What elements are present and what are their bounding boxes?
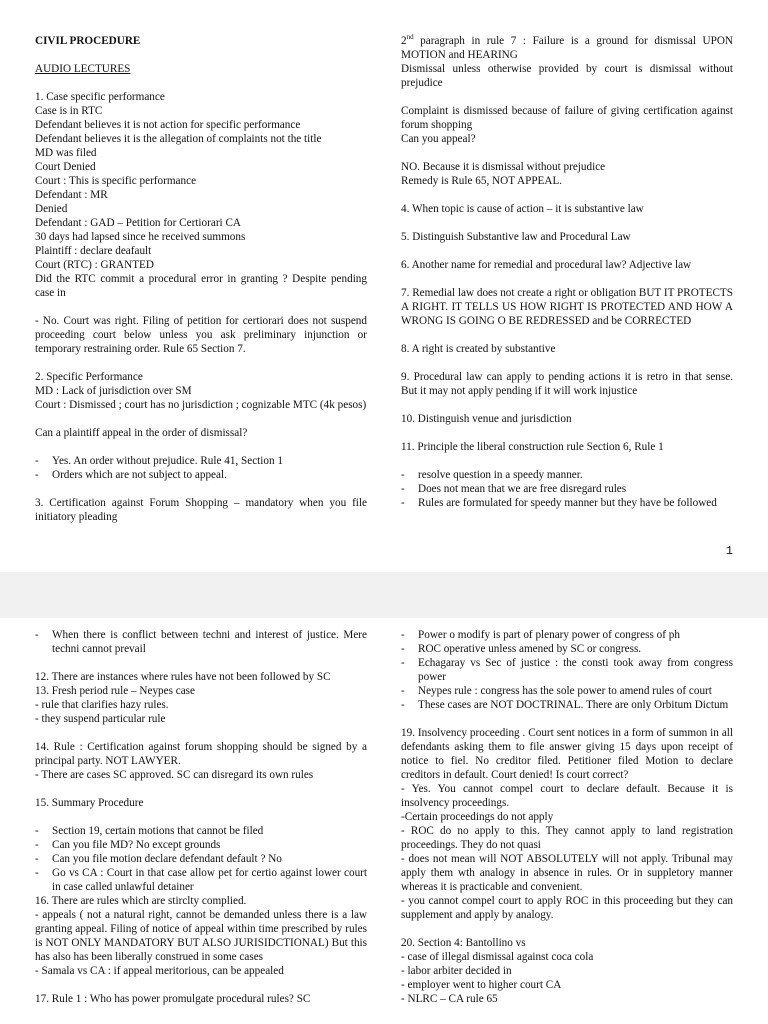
text-line: Plaintiff : declare deafault [35,245,152,257]
page-separator [0,572,768,618]
page2-right-column [401,628,733,1020]
document-title: CIVIL PROCEDURE [35,35,141,47]
paragraph-item-5: 5. Distinguish Substantive law and Procedural Law [401,231,631,243]
text-line: - NLRC – CA rule 65 [401,993,498,1005]
text-line: Did the RTC commit a procedural error in granting ? Despite pending case in [35,273,367,299]
text-line: -Certain proceedings do not apply [401,811,554,823]
paragraph-no-appeal [401,160,733,188]
text-line: - rule that clarifies hazy rules. [35,699,169,711]
paragraph-certification: 3. Certification against Forum Shopping – mandatory when you file initiatory pleading [35,497,367,523]
text-line: MD was filed [35,147,97,159]
text-line: 19. Insolvency proceeding . Court sent notices in a form of summon in all defendants asking them to file answer giving 15 days upon receipt of notice to fiel. No creditor filed. Petitioner filed Motion to declare creditors in default. Court denied! Is court correct? [401,727,733,781]
text-fragment: 2 [401,35,407,47]
page1-right-column [401,34,733,524]
paragraph-rule7 [401,34,733,90]
text-line: Defendant : GAD – Petition for Certiorari CA [35,217,241,229]
document-page-2 [0,618,768,1024]
text-line: - There are cases SC approved. SC can disregard its own rules [35,769,314,781]
paragraph-specific-performance [35,370,367,412]
text-line: NO. Because it is dismissal without prejudice [401,161,606,173]
text-fragment: paragraph in rule 7 : Failure is a ground for dismissal UPON MOTION and HEARING [401,35,733,61]
text-line: Remedy is Rule 65, NOT APPEAL. [401,175,563,187]
paragraph-appeal-question: Can a plaintiff appeal in the order of dismissal? [35,427,248,439]
text-line: Court Denied [35,161,96,173]
text-line: 14. Rule : Certification against forum shopping should be signed by a principal party. NOT LAWYER. [35,741,367,767]
superscript: nd [406,33,414,41]
text-line: - ROC do no apply to this. They cannot apply to land registration proceedings. They do not quasi [401,825,733,851]
item-11-bullet-list [401,468,733,510]
text-line: Denied [35,203,68,215]
text-line: 2. Specific Performance [35,371,143,383]
list-item: - Rules are formulated for speedy manner but they have be followed [401,496,733,510]
text-line: Court : Dismissed ; court has no jurisdiction ; cognizable MTC (4k pesos) [35,399,367,411]
list-item: - Yes. An order without prejudice. Rule 41, Section 1 [35,454,367,468]
paragraph-complaint-dismissed [401,104,733,146]
text-line: Court (RTC) : GRANTED [35,259,154,271]
paragraph-item-8: 8. A right is created by substantive [401,343,556,355]
list-item: - These cases are NOT DOCTRINAL. There are only Orbitum Dictum [401,698,733,712]
text-line: - Samala vs CA : if appeal meritorious, can be appealed [35,965,284,977]
text-line: - employer went to higher court CA [401,979,562,991]
page2-left-column [35,628,367,1020]
paragraph-item-14 [35,740,367,782]
text-line: - appeals ( not a natural right, cannot be demanded unless there is a law granting appeal. Filing of notice of appeal within time prescribed by rules is NOT ONLY MANDATORY BUT ALSO JURISIDCTIONAL) But this has also has been liberally construed in some cases [35,909,367,963]
list-item: - Echagaray vs Sec of justice : the consti took away from congress power [401,656,733,684]
paragraph-item-19 [401,726,733,922]
text-line: - they suspend particular rule [35,713,166,725]
text-line: - labor arbiter decided in [401,965,512,977]
paragraph-item-16 [35,894,367,978]
page1-left-column [35,34,367,538]
text-line: - Yes. You cannot compel court to declare default. Because it is insolvency proceedings. [401,783,733,809]
list-item: - ROC operative unless amened by SC or congress. [401,642,733,656]
paragraph-item-7: 7. Remedial law does not create a right or obligation BUT IT PROTECTS A RIGHT. IT TELLS US HOW RIGHT IS PROTECTED AND HOW A WRONG IS GOING O BE REDRESSED and be CORRECTED [401,287,733,327]
power-bullet-list [401,628,733,712]
list-item: - resolve question in a speedy manner. [401,468,733,482]
text-line: - you cannot compel court to apply ROC in this proceeding but they can supplement and apply by analogy. [401,895,733,921]
text-line: Defendant believes it is not action for specific performance [35,119,301,131]
text-line: - does not mean will NOT ABSOLUTELY will not apply. Tribunal may apply them wth analogy in absence in rules. Or in suppletory manner whereas it is practicable and convenient. [401,853,733,893]
paragraph-item-11: 11. Principle the liberal construction rule Section 6, Rule 1 [401,441,664,453]
paragraph-item-20 [401,936,733,1006]
text-line: Complaint is dismissed because of failure of giving certification against forum shopping [401,105,733,131]
text-line: MD : Lack of jurisdiction over SM [35,385,192,397]
paragraph-item-10: 10. Distinguish venue and jurisdiction [401,413,572,425]
document-subtitle: AUDIO LECTURES [35,63,131,75]
text-line: Dismissal unless otherwise provided by court is dismissal without prejudice [401,63,733,89]
text-line: Can you appeal? [401,133,476,145]
list-item: - Does not mean that we are free disregard rules [401,482,733,496]
list-item: - Orders which are not subject to appeal. [35,468,367,482]
list-item: - When there is conflict between techni and interest of justice. Mere techni cannot prevail [35,628,367,656]
paragraph-item-9: 9. Procedural law can apply to pending actions it is retro in that sense. But it may not apply pending if it will work injustice [401,371,733,397]
text-line: 16. There are rules which are stirclty complied. [35,895,247,907]
page-number: 1 [725,544,733,558]
text-line: Defendant : MR [35,189,108,201]
paragraph-item-4: 4. When topic is cause of action – it is substantive law [401,203,644,215]
summary-procedure-bullet-list [35,824,367,894]
text-line: Court : This is specific performance [35,175,197,187]
list-item: - Can you file motion declare defendant default ? No [35,852,367,866]
list-item: - Go vs CA : Court in that case allow pet for certio against lower court in case called unlawful detainer [35,866,367,894]
text-line: - case of illegal dismissal against coca cola [401,951,594,963]
text-line: Defendant believes it is the allegation of complaints not the title [35,133,322,145]
paragraph-item-15: 15. Summary Procedure [35,797,144,809]
list-item: - Power o modify is part of plenary power of congress of ph [401,628,733,642]
list-item: - Can you file MD? No except grounds [35,838,367,852]
text-line: 20. Section 4: Bantollino vs [401,937,526,949]
appeal-bullet-list [35,454,367,482]
techni-bullet-list [35,628,367,656]
paragraph-item-6: 6. Another name for remedial and procedural law? Adjective law [401,259,692,271]
paragraph-case-specific [35,90,367,300]
paragraph-no-court: - No. Court was right. Filing of petition for certiorari does not suspend proceeding court below unless you ask preliminary injunction or temporary restraining order. Rule 65 Section 7. [35,315,367,355]
paragraph-item-17: 17. Rule 1 : Who has power promulgate procedural rules? SC [35,993,311,1005]
list-item: - Neypes rule : congress has the sole power to amend rules of court [401,684,733,698]
text-line: Case is in RTC [35,105,103,117]
list-item: - Section 19, certain motions that cannot be filed [35,824,367,838]
text-line: 13. Fresh period rule – Neypes case [35,685,195,697]
paragraph-items-12-13 [35,670,367,726]
text-line: 1. Case specific performance [35,91,165,103]
text-line: 12. There are instances where rules have not been followed by SC [35,671,331,683]
text-line: 30 days had lapsed since he received summons [35,231,246,243]
